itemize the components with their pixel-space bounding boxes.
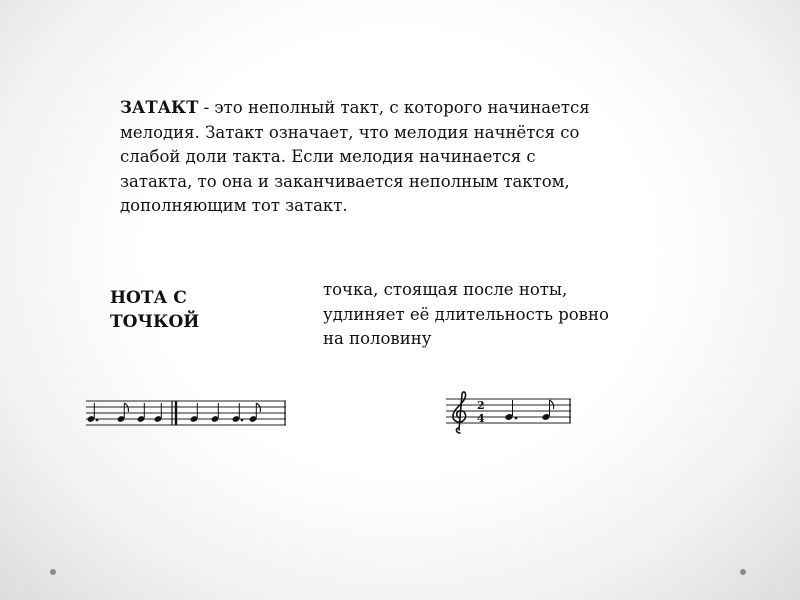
- dotted-note-heading: НОТА С ТОЧКОЙ: [110, 288, 200, 332]
- time-signature-top: 2: [477, 399, 485, 412]
- music-staff-anacrusis-icon: [86, 397, 291, 433]
- anacrusis-definition: [120, 96, 590, 219]
- definition-text: - это неполный такт, с которого начинается мелодия. Затакт означает, что мелодия начнётся со слабой доли такта. Если мелодия начинается с затакта, то она и заканчивается неполным тактом, дополняющим тот затакт.: [120, 98, 590, 215]
- music-staff-dotted-note-icon: [446, 390, 576, 436]
- time-signature-bottom: 4: [477, 412, 485, 425]
- treble-clef-icon: [453, 392, 466, 433]
- bullet-dot-icon: [740, 569, 746, 575]
- bullet-dot-icon: [50, 569, 56, 575]
- term-anacrusis: ЗАТАКТ: [120, 98, 199, 117]
- dotted-note-explanation: точка, стоящая после ноты, удлиняет её длительность ровно на половину: [323, 280, 609, 348]
